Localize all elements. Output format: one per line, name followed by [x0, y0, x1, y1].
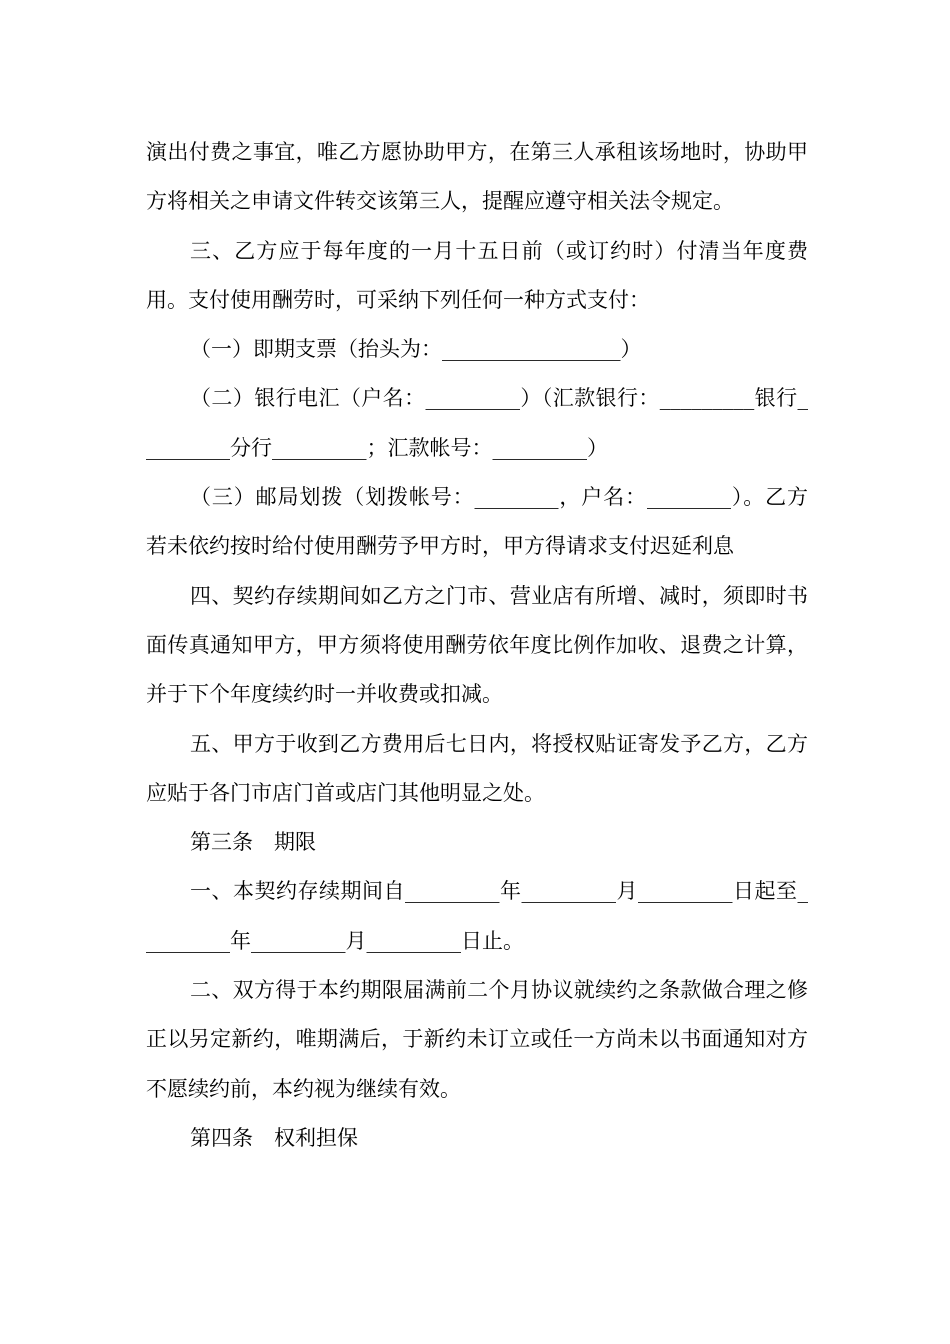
article-3-heading: 第三条 期限: [190, 830, 316, 855]
paragraph-clause-5: 五、甲方于收到乙方费用后七日内，将授权贴证寄发予乙方，乙方应贴于各门市店门首或店门其他明显之处。: [146, 731, 808, 805]
paragraph-term-1: 一、本契约存续期间自_________年_________月_________日起至_________年_________月_________日止。: [146, 879, 808, 953]
paragraph-clause-3: 三、乙方应于每年度的一月十五日前（或订约时）付清当年度费用。支付使用酬劳时，可采纳下列任何一种方式支付：: [146, 238, 808, 312]
paragraph-payment-wire: （二）银行电汇（户名：_________）（汇款银行：_________银行_________分行_________；汇款帐号：_________）: [146, 386, 808, 460]
paragraph-payment-postal: （三）邮局划拨（划拨帐号：________，户名：________）。乙方若未依约按时给付使用酬劳予甲方时，甲方得请求支付迟延利息: [146, 485, 808, 559]
paragraph-continuation: 演出付费之事宜，唯乙方愿协助甲方，在第三人承租该场地时，协助甲方将相关之申请文件转交该第三人，提醒应遵守相关法令规定。: [146, 140, 808, 214]
paragraph-term-2: 二、双方得于本约期限届满前二个月协议就续约之条款做合理之修正以另定新约，唯期满后，于新约未订立或任一方尚未以书面通知对方不愿续约前，本约视为继续有效。: [146, 978, 808, 1101]
paragraph-clause-4: 四、契约存续期间如乙方之门市、营业店有所增、减时，须即时书面传真通知甲方，甲方须将使用酬劳依年度比例作加收、退费之计算，并于下个年度续约时一并收费或扣减。: [146, 583, 808, 707]
paragraph-payment-check: （一）即期支票（抬头为：_________________）: [190, 337, 642, 362]
article-4-heading: 第四条 权利担保: [190, 1125, 358, 1150]
document-body: [146, 128, 808, 1163]
